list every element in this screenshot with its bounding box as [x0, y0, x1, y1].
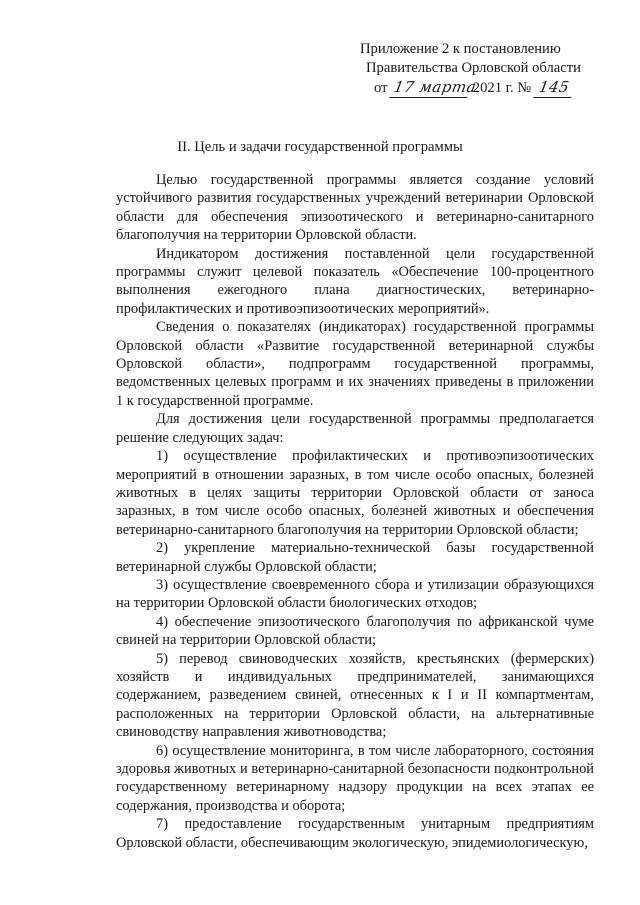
section-title: II. Цель и задачи государственной программы: [177, 139, 463, 155]
appendix-header: [360, 40, 610, 98]
task-item-3: 3) осуществление своевременного сбора и утилизации образующихся на территории Орловской области биологических отходов;: [116, 576, 594, 612]
paragraph: Для достижения цели государственной программы предполагается решение следующих задач:: [116, 411, 594, 446]
year-text: 2021 г. №: [472, 80, 532, 96]
appendix-line-3: [360, 78, 610, 98]
appendix-line-2: Правительства Орловской области: [366, 60, 581, 76]
paragraph: Сведения о показателях (индикаторах) государственной программы Орловской области «Развитие государственной ветеринарной службы Орловской области», подпрограмм государственной программы, ведомственных целевых программ и их значениях приведены в приложении 1 к государственной программе.: [116, 319, 594, 409]
task-item-6: 6) осуществление мониторинга, в том числе лабораторного, состояния здоровья животных и ветеринарно-санитарной безопасности подконтрольной государственному ветеринарному надзору продукции на всех этапах ее содержания, производства и оборота;: [116, 742, 594, 814]
handwritten-date: 17 марта: [389, 78, 471, 98]
paragraph: Целью государственной программы является создание условий устойчивого развития государственных учреждений ветеринарии Орловской области для обеспечения эпизоотического и ветеринарно-санитарного благополучия на территории Орловской области.: [116, 172, 594, 244]
paragraph: Индикатором достижения поставленной цели государственной программы служит целевой показатель «Обеспечение 100-процентного выполнения ежегодного плана диагностических, ветеринарно-профилактических и противоэпизоотических мероприятий».: [116, 245, 594, 317]
handwritten-number: 145: [533, 78, 575, 98]
appendix-line-1: Приложение 2 к постановлению: [360, 41, 561, 57]
task-item-5: 5) перевод свиноводческих хозяйств, крестьянских (фермерских) хозяйств и индивидуальных предпринимателей, занимающихся содержанием, разведением свиней, отнесенных к I и II компартментам, расположенных на территории Орловской области, на альтернативные свиноводству направления животноводства;: [116, 650, 594, 741]
date-prefix: от: [374, 80, 388, 96]
body-text: [116, 171, 594, 852]
task-item-1: 1) осуществление профилактических и противоэпизоотических мероприятий в отношении заразных, в том числе особо опасных, болезней животных в целях защиты территории Орловской области от заноса заразных, в том числе особо опасных, болезней животных и обеспечения ветеринарно-санитарного благополучия на территории Орловской области;: [116, 448, 594, 538]
task-item-4: 4) обеспечение эпизоотического благополучия по африканской чуме свиней на территории Орловской области;: [116, 613, 594, 649]
task-item-7: 7) предоставление государственным унитарным предприятиям Орловской области, обеспечивающим экологическую, эпидемиологическую,: [116, 816, 594, 851]
task-item-2: 2) укрепление материально-технической базы государственной ветеринарной службы Орловской области;: [116, 540, 594, 575]
